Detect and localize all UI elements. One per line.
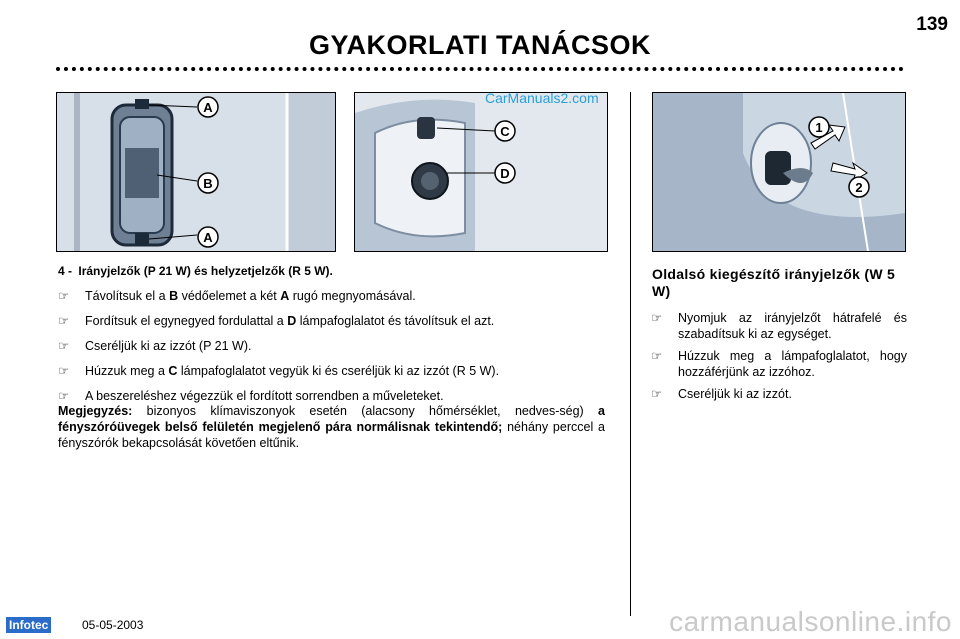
figure-rear-lamp-cover <box>56 92 336 252</box>
list-item: ☞ A beszereléshez végezzük el fordított sorrendben a műveleteket. <box>58 389 444 403</box>
list-item: ☞ Nyomjuk az irányjelzőt hátrafelé és szabadítsuk ki az egységet. <box>651 311 907 341</box>
page-title: GYAKORLATI TANÁCSOK <box>308 30 651 60</box>
callout-d: D <box>500 166 510 181</box>
figure-side-indicator <box>652 92 906 252</box>
right-instruction-list <box>651 310 907 408</box>
column-divider <box>630 92 631 616</box>
pointing-hand-icon: ☞ <box>58 364 70 378</box>
figure-lamp-holders <box>354 92 608 252</box>
note-paragraph: Megjegyzés: bizonyos klímaviszonyok esetén (alacsony hőmérséklet, nedves-ség) a fényszóróüvegek belső felületén megjelenő pára normálisnak tekintendő; néhány perccel a fényszórók bekapcsolását követően eltűnik. <box>58 404 605 450</box>
list-item: ☞ Távolítsuk el a B védőelemet a két A rugó megnyomásával. <box>58 289 416 303</box>
callout-c: C <box>500 124 510 139</box>
list-item: ☞ Húzzuk meg a C lámpafoglalatot vegyük ki és cseréljük ki az izzót (R 5 W). <box>58 364 500 378</box>
pointing-hand-icon: ☞ <box>58 339 70 353</box>
footer-site-watermark: carmanualsonline.info <box>669 606 952 637</box>
list-item: ☞ Cseréljük ki az izzót. <box>651 387 792 401</box>
note-label: Megjegyzés: <box>58 404 133 418</box>
callout-b: B <box>203 176 213 191</box>
dotted-rule <box>56 67 904 71</box>
pointing-hand-icon: ☞ <box>651 387 663 401</box>
infotec-logo: Infotec <box>6 617 51 633</box>
footer-date: 05-05-2003 <box>82 618 144 632</box>
section-number: 4 - <box>58 264 73 278</box>
page-number: 139 <box>916 14 948 35</box>
callout-1: 1 <box>815 120 823 135</box>
list-item: ☞ Húzzuk meg a lámpafoglalatot, hogy hozzáférjünk az izzóhoz. <box>651 349 907 379</box>
section-heading <box>58 264 333 278</box>
callout-a-top: A <box>203 100 213 115</box>
list-item: ☞ Fordítsuk el egynegyed fordulattal a D lámpafoglalatot és távolítsuk el azt. <box>58 314 495 328</box>
pointing-hand-icon: ☞ <box>58 389 70 403</box>
watermark: CarManuals2.com <box>485 90 599 106</box>
section-heading-text: Irányjelzők (P 21 W) és helyzetjelzők (R 5 W). <box>78 264 333 278</box>
right-heading: Oldalsó kiegészítő irányjelzők (W 5 W) <box>652 266 896 299</box>
pointing-hand-icon: ☞ <box>651 349 663 363</box>
callout-2: 2 <box>855 180 863 195</box>
pointing-hand-icon: ☞ <box>651 311 663 325</box>
callout-a-bottom: A <box>203 230 213 245</box>
list-item: ☞ Cseréljük ki az izzót (P 21 W). <box>58 339 252 353</box>
pointing-hand-icon: ☞ <box>58 289 70 303</box>
instruction-list <box>58 288 618 413</box>
pointing-hand-icon: ☞ <box>58 314 70 328</box>
